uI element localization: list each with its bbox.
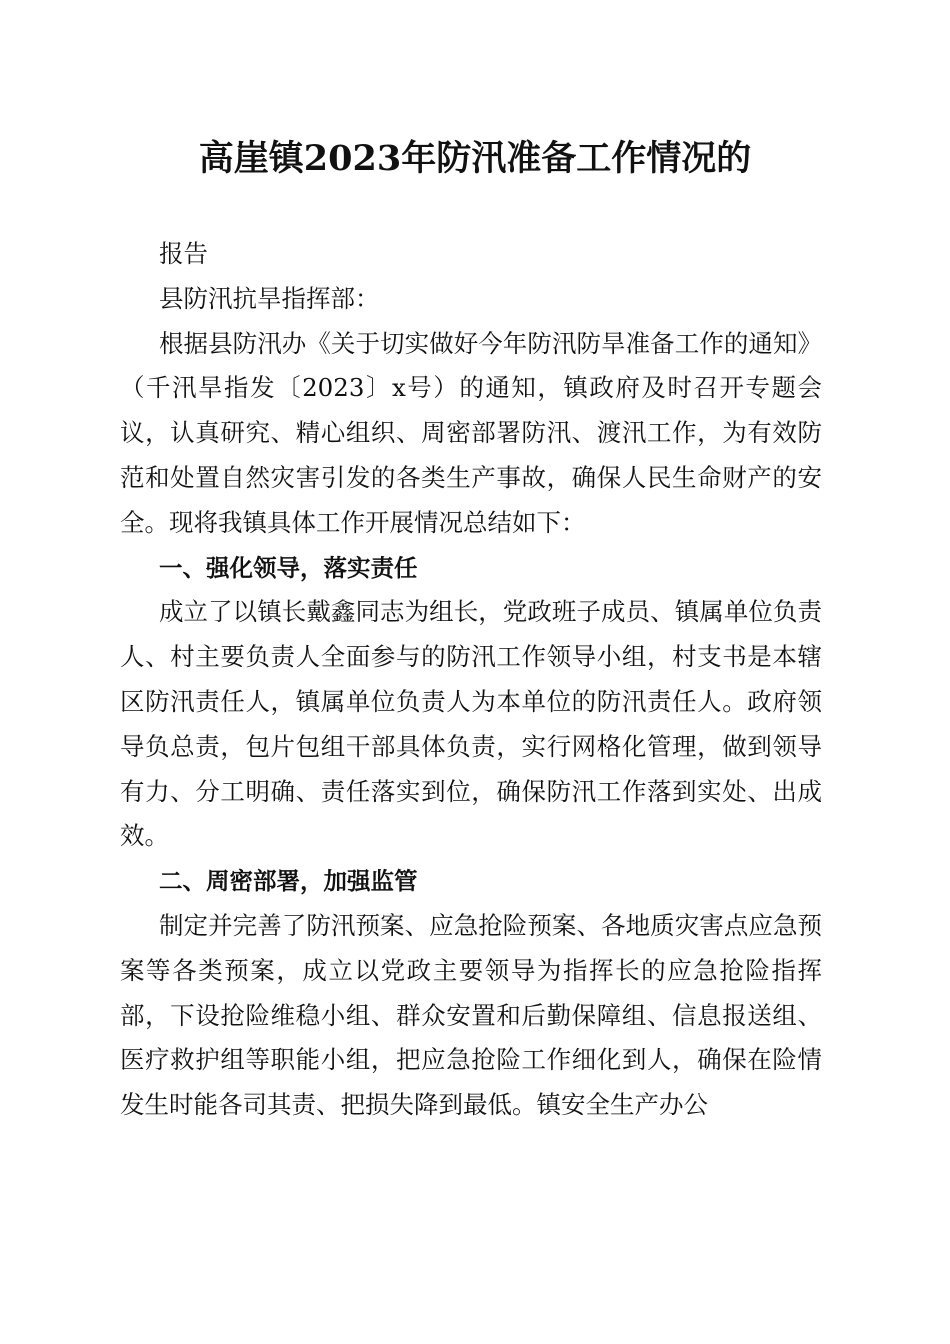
section-paragraph: 制定并完善了防汛预案、应急抢险预案、各地质灾害点应急预案等各类预案，成立以党政主要领导为指挥长的应急抢险指挥部，下设抢险维稳小组、群众安置和后勤保障组、信息报送组、医疗救护组等职能小组，把应急抢险工作细化到人，确保在险情发生时能各司其责、把损失降到最低。镇安全生产办公: [120, 910, 822, 1120]
document-title: 高崖镇2023年防汛准备工作情况的: [198, 138, 752, 179]
document-subtitle: 报告: [159, 239, 208, 268]
section-heading: 一、强化领导，落实责任: [159, 553, 418, 582]
addressee: 县防汛抗旱指挥部：: [159, 283, 380, 313]
intro-paragraph: 根据县防汛办《关于切实做好今年防汛防旱准备工作的通知》（千汛旱指发〔2023〕x号）的通知，镇政府及时召开专题会议，认真研究、精心组织、周密部署防汛、渡汛工作，为有效防范和处置自然灾害引发的各类生产事故，确保人民生命财产的安全。现将我镇具体工作开展情况总结如下：: [120, 328, 822, 537]
section-paragraph: 成立了以镇长戴鑫同志为组长，党政班子成员、镇属单位负责人、村主要负责人全面参与的防汛工作领导小组，村支书是本辖区防汛责任人，镇属单位负责人为本单位的防汛责任人。政府领导负总责，包片包组干部具体负责，实行网格化管理，做到领导有力、分工明确、责任落实到位，确保防汛工作落到实处、出成效。: [120, 597, 822, 851]
document-body: [120, 232, 822, 1128]
section-heading: 二、周密部署，加强监管: [159, 867, 418, 896]
